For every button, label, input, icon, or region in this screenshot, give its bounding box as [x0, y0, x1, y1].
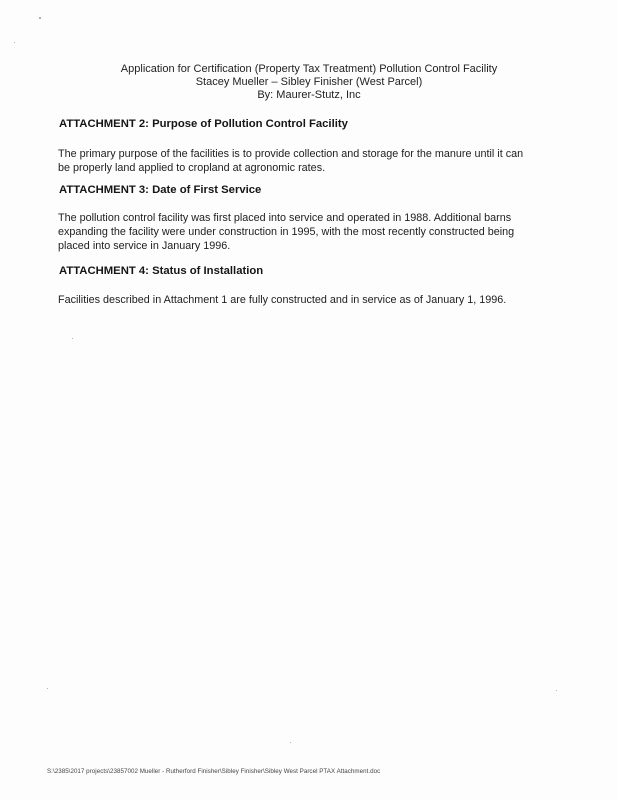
attachment-2-heading: ATTACHMENT 2: Purpose of Pollution Control Facility: [59, 118, 348, 130]
scan-speck: [72, 338, 73, 339]
paragraph-line: The primary purpose of the facilities is to provide collection and storage for the manure until it can: [58, 148, 524, 160]
scan-speck: [14, 42, 15, 43]
paragraph-line: placed into service in January 1996.: [58, 240, 231, 252]
header-subtitle: Stacey Mueller – Sibley Finisher (West Parcel): [195, 76, 423, 88]
footer-file-path: S:\2385\2017 projects\23857002 Mueller - Rutherford Finisher\Sibley Finisher\Sibley West Parcel PTAX Attachment.doc: [47, 768, 381, 775]
paragraph-line: The pollution control facility was first placed into service and operated in 1988. Additional barns: [58, 212, 512, 224]
header-author: By: Maurer-Stutz, Inc: [257, 89, 361, 101]
paragraph-line: be properly land applied to cropland at agronomic rates.: [58, 162, 326, 174]
scan-speck: [39, 17, 41, 19]
paragraph-line: expanding the facility were under construction in 1995, with the most recently constructed being: [58, 226, 515, 238]
attachment-3-heading: ATTACHMENT 3: Date of First Service: [59, 184, 262, 196]
attachment-4-heading: ATTACHMENT 4: Status of Installation: [59, 265, 264, 277]
paragraph-line: Facilities described in Attachment 1 are fully constructed and in service as of January 1, 1996.: [58, 294, 507, 306]
scan-speck: [290, 742, 291, 743]
header-title: Application for Certification (Property Tax Treatment) Pollution Control Facility: [120, 63, 498, 75]
attachment-4-paragraph: [58, 293, 578, 307]
scan-speck: [556, 690, 557, 691]
document-header: [0, 63, 618, 102]
scan-speck: [47, 688, 48, 689]
attachment-2-paragraph: [58, 147, 578, 175]
attachment-3-paragraph: [58, 211, 578, 253]
